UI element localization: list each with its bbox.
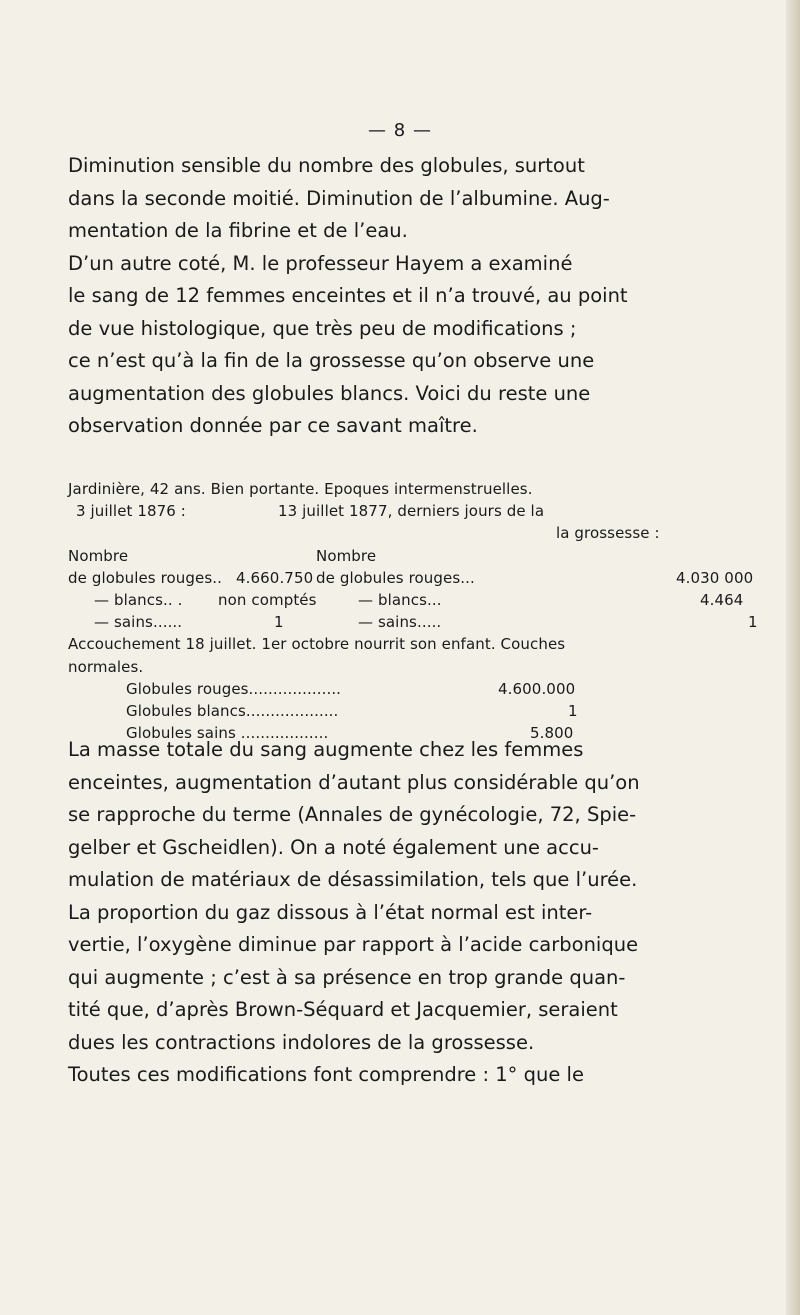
row-label-left: de globules rouges.. — [68, 568, 223, 587]
text-line: La masse totale du sang augmente chez les femmes — [68, 738, 584, 761]
summary-value: 5.800 — [530, 724, 574, 743]
text-line: D’un autre coté, M. le professeur Hayem a examiné — [68, 251, 573, 275]
accouchement-line: normales. — [68, 657, 144, 676]
summary-label: Globules blancs................... — [126, 701, 339, 720]
page-number: — 8 — — [368, 120, 432, 141]
date-left: 3 juillet 1876 : — [76, 502, 186, 521]
text-line: tité que, d’après Brown-Séquard et Jacquemier, seraient — [68, 998, 618, 1021]
text-line: mentation de la fibrine et de l’eau. — [68, 219, 408, 242]
row-value-left: 4.660.750 — [236, 568, 314, 587]
accouchement-line: Accouchement 18 juillet. 1er octobre nourrit son enfant. Couches — [68, 635, 566, 654]
observation-heading: Jardinière, 42 ans. Bien portante. Epoques intermenstruelles. — [68, 480, 533, 498]
nombre-left: Nombre — [68, 546, 129, 565]
summary-label: Globules sains .................. — [126, 724, 329, 743]
date-right: 13 juillet 1877, derniers jours de la — [278, 502, 545, 521]
text-line: observation donnée par ce savant maître. — [68, 414, 478, 437]
summary-row — [68, 700, 758, 722]
row-value-right: 1 — [748, 613, 758, 632]
text-line: La proportion du gaz dissous à l’état normal est inter- — [68, 900, 593, 924]
table-row — [68, 589, 758, 611]
text-line: qui augmente ; c’est à sa présence en trop grande quan- — [68, 965, 626, 989]
row-label-left: — sains...... — [94, 613, 183, 632]
text-line: le sang de 12 femmes enceintes et il n’a trouvé, au point — [68, 284, 628, 307]
table-row — [68, 611, 758, 633]
text-line: vertie, l’oxygène diminue par rapport à l’acide carbonique — [68, 933, 639, 956]
text-line: enceintes, augmentation d’autant plus considérable qu’on — [68, 770, 640, 794]
text-line: mulation de matériaux de désassimilation, tels que l’urée. — [68, 868, 638, 891]
observation-block — [68, 478, 758, 744]
row-value-left: non comptés — [218, 590, 317, 609]
body-paragraph — [68, 734, 758, 1092]
date-right-continued: la grossesse : — [556, 524, 660, 543]
row-label-right: — sains..... — [358, 613, 442, 632]
text-line: de vue histologique, que très peu de modifications ; — [68, 316, 577, 340]
text-line: Toutes ces modifications font comprendre : 1° que le — [68, 1063, 584, 1086]
nombre-right: Nombre — [316, 546, 377, 565]
text-line: gelber et Gscheidlen). On a noté également une accu- — [68, 835, 599, 859]
table-row — [68, 567, 758, 589]
summary-value: 4.600.000 — [498, 679, 576, 698]
text-line: se rapproche du terme (Annales de gynécologie, 72, Spie- — [68, 803, 637, 826]
text-line: augmentation des globules blancs. Voici du reste une — [68, 381, 591, 405]
summary-value: 1 — [568, 701, 578, 720]
page-edge-shadow — [786, 0, 800, 1315]
summary-label: Globules rouges................... — [126, 679, 342, 698]
row-value-right: 4.464 — [700, 590, 744, 609]
text-line: dans la seconde moitié. Diminution de l’albumine. Aug- — [68, 186, 610, 210]
text-line: dues les contractions indolores de la grossesse. — [68, 1030, 535, 1054]
row-value-left: 1 — [274, 613, 284, 632]
row-label-right: de globules rouges... — [316, 568, 475, 587]
row-label-right: — blancs... — [358, 590, 442, 609]
text-line: ce n’est qu’à la fin de la grossesse qu’on observe une — [68, 349, 595, 372]
text-line: Diminution sensible du nombre des globules, surtout — [68, 154, 585, 177]
summary-row — [68, 678, 758, 700]
row-value-right: 4.030 000 — [676, 568, 754, 587]
intro-paragraph — [68, 150, 758, 443]
row-label-left: — blancs.. . — [94, 590, 183, 609]
